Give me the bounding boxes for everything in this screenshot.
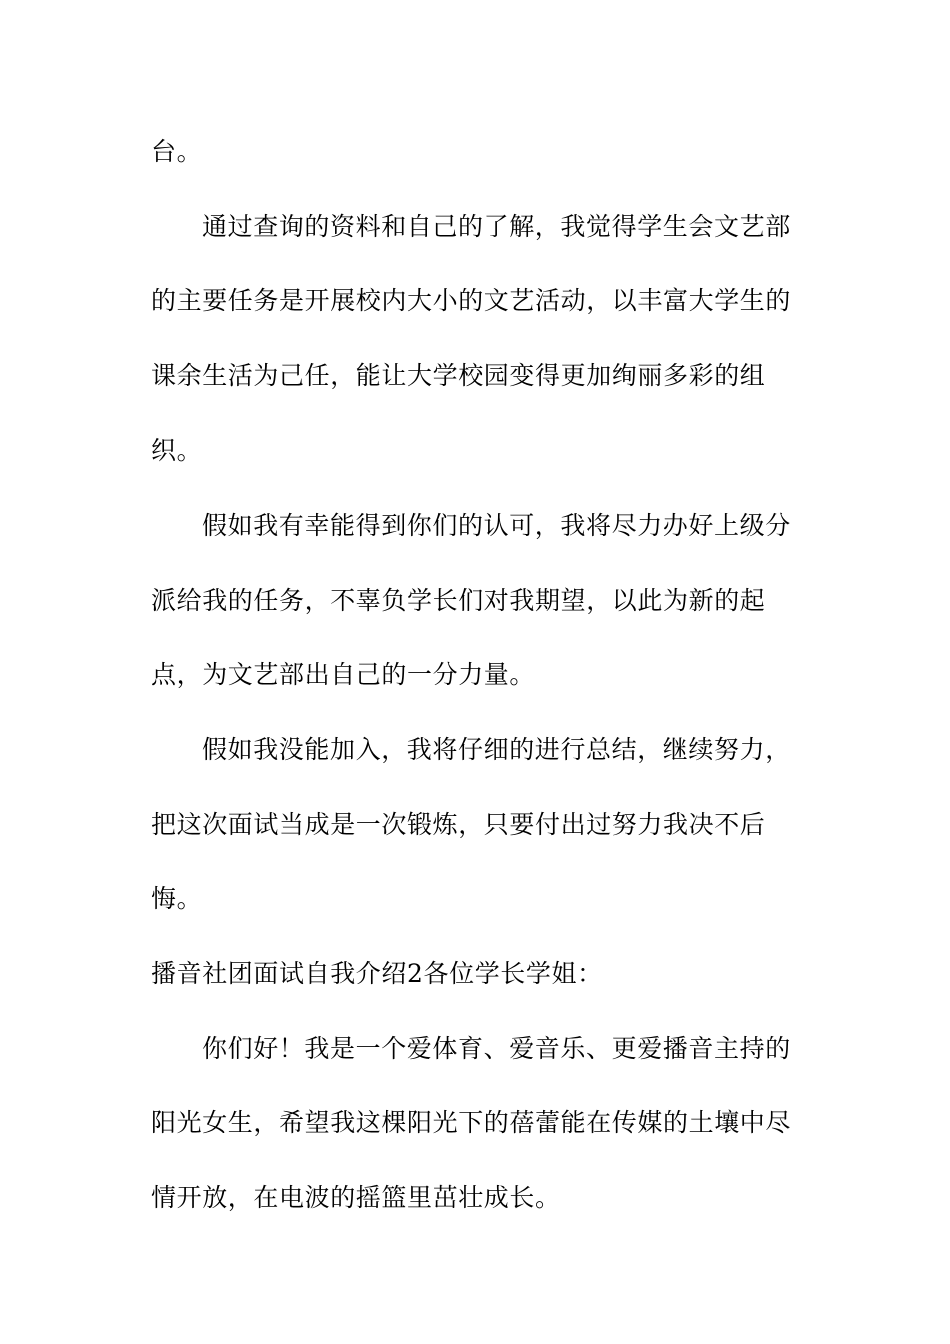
text-line: 的主要任务是开展校内大小的文艺活动，以丰富大学生的	[151, 286, 792, 315]
text-line: 课余生活为己任，能让大学校园变得更加绚丽多彩的组	[151, 361, 766, 390]
text-line: 情开放，在电波的摇篮里茁壮成长。	[151, 1183, 561, 1212]
text-line: 台。	[151, 137, 203, 166]
text-line: 阳光女生，希望我这棵阳光下的蓓蕾能在传媒的土壤中尽	[151, 1108, 792, 1137]
text-line: 点，为文艺部出自己的一分力量。	[151, 660, 536, 689]
text-line: 派给我的任务，不辜负学长们对我期望，以此为新的起	[151, 586, 766, 615]
text-line: 把这次面试当成是一次锻炼，只要付出过努力我决不后	[151, 810, 766, 839]
paragraph-start-line: 你们好！我是一个爱体育、爱音乐、更爱播音主持的	[202, 1034, 791, 1063]
text-line: 织。	[151, 436, 203, 465]
paragraph-start-line: 假如我没能加入，我将仔细的进行总结，继续努力，	[202, 735, 791, 764]
paragraph-start-line: 通过查询的资料和自己的了解，我觉得学生会文艺部	[202, 212, 791, 241]
section-heading-line: 播音社团面试自我介绍2各位学长学姐：	[151, 959, 603, 988]
paragraph-start-line: 假如我有幸能得到你们的认可，我将尽力办好上级分	[202, 511, 791, 540]
text-line: 悔。	[151, 884, 203, 913]
